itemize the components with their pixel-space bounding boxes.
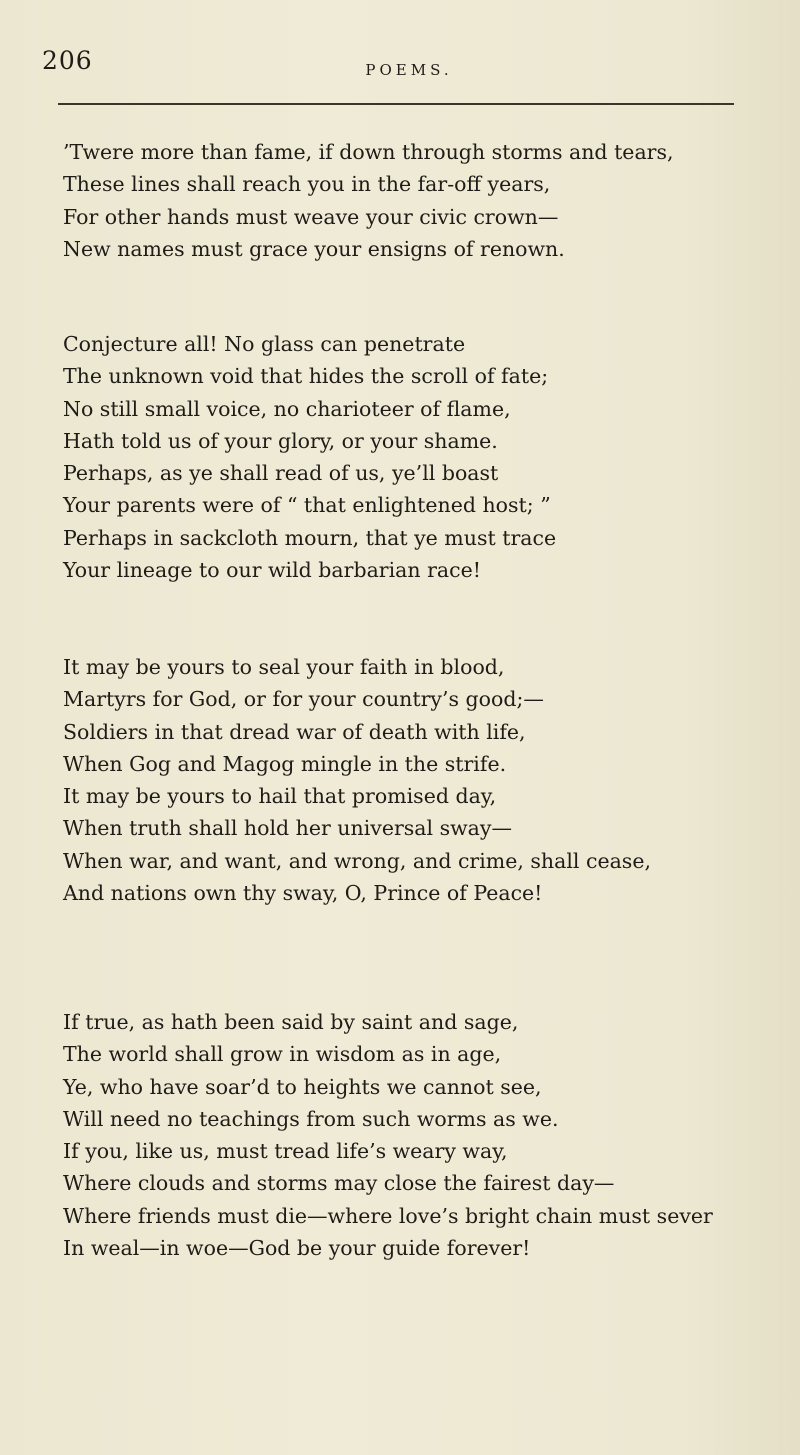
poem-line: Conjecture all! No glass can penetrate <box>63 332 466 356</box>
poem-line: The unknown void that hides the scroll of fate; <box>63 364 549 389</box>
poem-line: And nations own thy sway, O, Prince of Peace! <box>63 881 543 906</box>
poem-line: When Gog and Magog mingle in the strife. <box>63 751 507 776</box>
poem-line: The world shall grow in wisdom as in age, <box>63 1042 502 1067</box>
poem-line: Your parents were of “ that enlightened host; ” <box>63 493 551 518</box>
poem-line: Soldiers in that dread war of death with life, <box>63 719 526 744</box>
running-head: POEMS. <box>365 61 453 79</box>
poem-line: Martyrs for God, or for your country’s good;— <box>63 687 544 712</box>
poem-line: Perhaps in sackcloth mourn, that ye must trace <box>63 525 557 550</box>
poem-line: When war, and want, and wrong, and crime, shall cease, <box>63 848 651 873</box>
poem-line: Where friends must die—where love’s bright chain must sever <box>63 1203 713 1228</box>
poem-line: If you, like us, must tread life’s weary way, <box>63 1139 508 1164</box>
poem-line: For other hands must weave your civic crown— <box>63 204 559 229</box>
poem-line: Will need no teachings from such worms as we. <box>63 1106 559 1131</box>
poem-line: ’Twere more than fame, if down through storms and tears, <box>63 140 674 164</box>
stanza-3 <box>63 651 763 909</box>
poem-line: If true, as hath been said by saint and sage, <box>63 1010 519 1034</box>
poem-line: Your lineage to our wild barbarian race! <box>63 558 481 583</box>
poem-line: Ye, who have soar’d to heights we cannot see, <box>63 1074 542 1099</box>
stanza-1 <box>63 136 763 265</box>
poem-line: Hath told us of your glory, or your shame. <box>63 428 498 453</box>
stanza-2 <box>63 328 763 586</box>
page-number: 206 <box>42 46 93 75</box>
poem-line: These lines shall reach you in the far-off years, <box>63 172 551 197</box>
header-rule <box>58 103 734 105</box>
poem-line: Where clouds and storms may close the fairest day— <box>63 1171 615 1196</box>
poem-line: New names must grace your ensigns of renown. <box>63 236 565 261</box>
poem-line: It may be yours to hail that promised day, <box>63 784 497 809</box>
stanza-4 <box>63 1006 763 1264</box>
poem-line: It may be yours to seal your faith in blood, <box>63 655 505 679</box>
poem-line: In weal—in woe—God be your guide forever! <box>63 1236 531 1261</box>
poem-line: Perhaps, as ye shall read of us, ye’ll boast <box>63 461 499 486</box>
poem-line: No still small voice, no charioteer of flame, <box>63 396 511 421</box>
poem-line: When truth shall hold her universal sway— <box>63 816 512 841</box>
